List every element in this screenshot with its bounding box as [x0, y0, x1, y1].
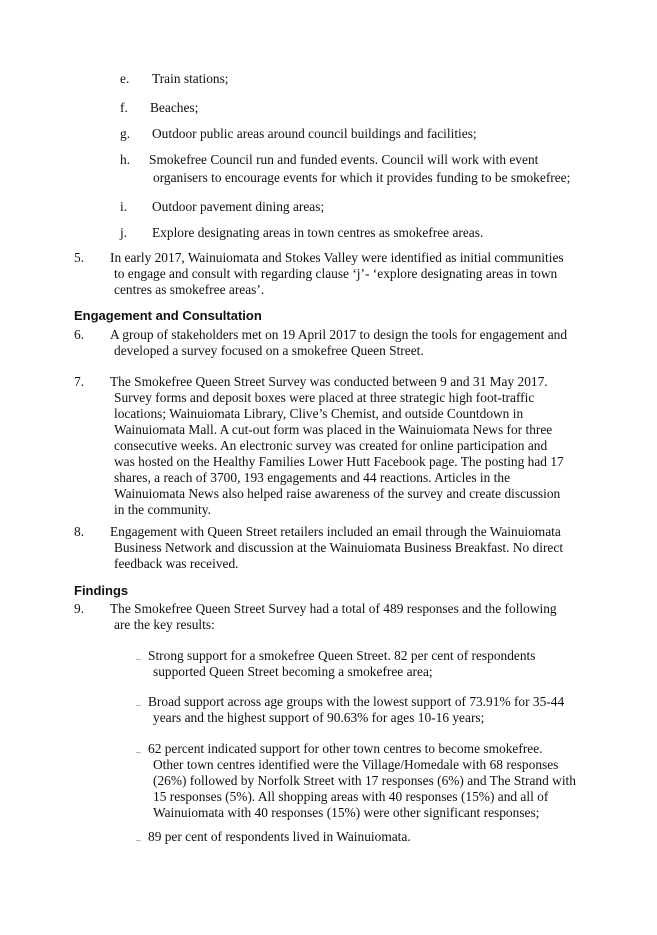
bullet-line: 89 per cent of respondents lived in Wainuiomata.: [148, 829, 411, 844]
list-text: organisers to encourage events for which it provides funding to be smokefree;: [153, 170, 571, 185]
paragraph-line: consecutive weeks. An electronic survey was created for online participation and: [114, 438, 548, 453]
bullet-line: Strong support for a smokefree Queen Street. 82 per cent of respondents: [148, 648, 536, 663]
list-text: Explore designating areas in town centres as smokefree areas.: [152, 225, 484, 240]
paragraph-number: 7.: [74, 374, 85, 389]
list-marker: e.: [120, 71, 130, 86]
paragraph-line: Wainuiomata News also helped raise awareness of the survey and create discussion: [114, 486, 561, 501]
paragraph-line: in the community.: [114, 502, 211, 517]
bullet-line: 62 percent indicated support for other town centres to become smokefree.: [148, 741, 543, 756]
paragraph-line: In early 2017, Wainuiomata and Stokes Valley were identified as initial communities: [110, 250, 564, 265]
paragraph-line: feedback was received.: [114, 556, 239, 571]
bullet-line: Other town centres identified were the Village/Homedale with 68 responses: [153, 757, 559, 772]
paragraph-line: Engagement with Queen Street retailers included an email through the Wainuiomata: [110, 524, 561, 539]
paragraph-line: to engage and consult with regarding clause ‘j’- ‘explore designating areas in town: [114, 266, 558, 281]
bullet-line: (26%) followed by Norfolk Street with 17 responses (6%) and The Strand with: [153, 773, 576, 788]
bullet-line: supported Queen Street becoming a smokefree area;: [153, 664, 433, 679]
paragraph-line: The Smokefree Queen Street Survey had a total of 489 responses and the following: [110, 601, 557, 616]
paragraph-number: 6.: [74, 327, 85, 342]
paragraph-line: The Smokefree Queen Street Survey was conducted between 9 and 31 May 2017.: [110, 374, 548, 389]
paragraph-line: was hosted on the Healthy Families Lower Hutt Facebook page. The posting had 17: [114, 454, 564, 469]
bullet-dash: –: [136, 747, 141, 757]
paragraph-line: locations; Wainuiomata Library, Clive’s Chemist, and outside Countdown in: [114, 406, 524, 421]
paragraph-number: 8.: [74, 524, 85, 539]
bullet-dash: –: [136, 654, 141, 664]
bullet-line: years and the highest support of 90.63% for ages 10-16 years;: [153, 710, 485, 725]
paragraph-number: 5.: [74, 250, 85, 265]
section-heading-engagement: Engagement and Consultation: [74, 308, 262, 323]
bullet-dash: –: [136, 835, 141, 845]
list-marker: g.: [120, 126, 131, 141]
paragraph-line: Survey forms and deposit boxes were placed at three strategic high foot-traffic: [114, 390, 535, 405]
section-heading-findings: Findings: [74, 583, 129, 598]
paragraph-number: 9.: [74, 601, 85, 616]
paragraph-line: Wainuiomata Mall. A cut-out form was placed in the Wainuiomata News for three: [114, 422, 553, 437]
paragraph-line: shares, a reach of 3700, 193 engagements and 44 reactions. Articles in the: [114, 470, 511, 485]
list-text: Outdoor public areas around council buildings and facilities;: [152, 126, 477, 141]
paragraph-line: are the key results:: [114, 617, 215, 632]
paragraph-line: centres as smokefree areas’.: [114, 282, 265, 297]
paragraph-line: Business Network and discussion at the Wainuiomata Business Breakfast. No direct: [114, 540, 564, 555]
list-marker: f.: [120, 100, 128, 115]
bullet-line: Wainuiomata with 40 responses (15%) were other significant responses;: [153, 805, 540, 820]
bullet-line: 15 responses (5%). All shopping areas with 40 responses (15%) and all of: [153, 789, 549, 804]
list-text: Train stations;: [152, 71, 229, 86]
list-text: Outdoor pavement dining areas;: [152, 199, 325, 214]
list-text: Smokefree Council run and funded events. Council will work with event: [149, 152, 539, 167]
bullet-line: Broad support across age groups with the lowest support of 73.91% for 35-44: [148, 694, 565, 709]
list-marker: j.: [120, 225, 128, 240]
bullet-dash: –: [136, 700, 141, 710]
paragraph-line: developed a survey focused on a smokefree Queen Street.: [114, 343, 424, 358]
list-text: Beaches;: [150, 100, 199, 115]
paragraph-line: A group of stakeholders met on 19 April 2017 to design the tools for engagement and: [110, 327, 568, 342]
list-marker: i.: [120, 199, 128, 214]
list-marker: h.: [120, 152, 131, 167]
